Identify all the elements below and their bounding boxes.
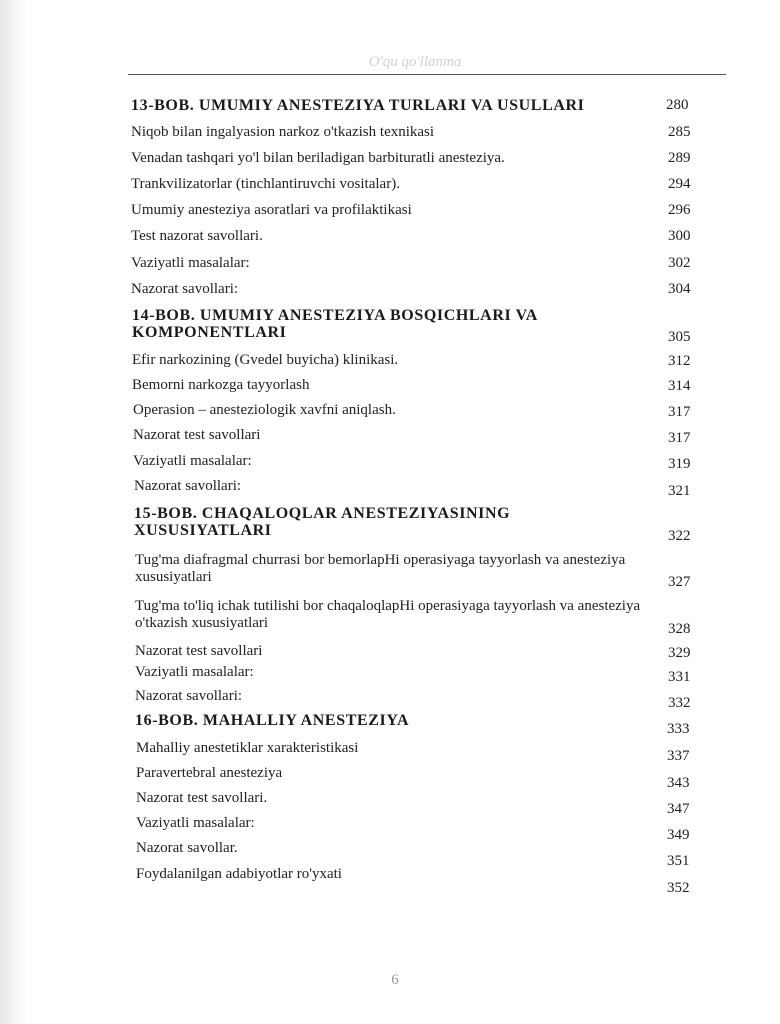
toc-entry-title: Niqob bilan ingalyasion narkoz o'tkazish texnikasi [131, 124, 435, 140]
toc-entry-title: Tug'ma diafragmal churrasi bor bemorlapHi operasiyaga tayyorlash va anesteziya xususiyatlari [135, 552, 626, 585]
toc-entry-title: 13-BOB. UMUMIY ANESTEZIYA TURLARI VA USULLARI [131, 97, 585, 114]
toc-entry-title: 15-BOB. CHAQALOQLAR ANESTEZIYASINING XUSUSIYATLARI [134, 505, 511, 539]
toc-entry-title: Nazorat test savollari [135, 643, 263, 659]
toc-entry-page: 337 [667, 748, 690, 764]
toc-entry-title: 16-BOB. MAHALLIY ANESTEZIYA [135, 712, 410, 729]
toc-entry-page: 304 [668, 281, 691, 297]
toc-entry-title: Nazorat savollari: [134, 478, 242, 494]
toc-entry-page: 327 [668, 574, 691, 590]
toc-entry-title: Vaziyatli masalalar: [131, 255, 250, 271]
toc-entry-title: Tug'ma to'liq ichak tutilishi bor chaqaloqlapHi operasiyaga tayyorlash va anesteziya o'tkazish xususiyatlari [135, 598, 641, 631]
toc-entry-page: 302 [668, 255, 691, 271]
toc-entry-page: 300 [668, 228, 691, 244]
toc-entry-page: 333 [667, 721, 690, 737]
toc-entry-page: 329 [668, 645, 691, 661]
toc-entry-title: Vaziyatli masalalar: [133, 453, 252, 469]
toc-entry-page: 285 [668, 124, 691, 140]
toc-entry-title: Vaziyatli masalalar: [135, 664, 254, 680]
toc-entry-title: Paravertebral anesteziya [136, 765, 283, 781]
toc-entry-page: 305 [668, 329, 691, 345]
toc-entry-title: Efir narkozining (Gvedel buyicha) klinikasi. [132, 352, 399, 368]
toc-entry-page: 322 [668, 528, 691, 544]
toc-entry-title: Foydalanilgan adabiyotlar ro'yxati [136, 866, 342, 882]
toc-entry-title: 14-BOB. UMUMIY ANESTEZIYA BOSQICHLARI VA KOMPONENTLARI [132, 307, 537, 341]
toc-entry-title: Bemorni narkozga tayyorlash [132, 377, 310, 393]
toc-entry-title: Nazorat savollar. [136, 840, 238, 856]
toc-entry-page: 280 [666, 97, 689, 113]
toc-entry-page: 294 [668, 176, 691, 192]
toc-entry-page: 351 [667, 853, 690, 869]
toc-entry-title: Nazorat savollari: [135, 688, 243, 704]
page-number: 6 [391, 972, 399, 988]
toc-entry-title: Umumiy anesteziya asoratlari va profilaktikasi [131, 202, 412, 218]
toc-entry-page: 332 [668, 695, 691, 711]
toc-entry-title: Mahalliy anestetiklar xarakteristikasi [136, 740, 359, 756]
toc-entry-page: 317 [668, 404, 691, 420]
toc-entry-title: Vaziyatli masalalar: [136, 815, 255, 831]
toc-entry-title: Nazorat test savollari. [136, 790, 268, 806]
toc-entry-page: 296 [668, 202, 691, 218]
toc-entry-title: Test nazorat savollari. [131, 228, 263, 244]
toc-entry-page: 317 [668, 430, 691, 446]
toc-entry-title: Nazorat test savollari [133, 427, 261, 443]
toc-entry-page: 347 [667, 801, 690, 817]
toc-entry-page: 319 [668, 456, 691, 472]
toc-entry-page: 349 [667, 827, 690, 843]
toc-entry-page: 321 [668, 483, 691, 499]
running-header: O'qu qo'llanma [368, 54, 462, 70]
toc-entry-title: Venadan tashqari yo'l bilan beriladigan barbituratli anesteziya. [131, 150, 505, 166]
toc-entry-page: 328 [668, 621, 691, 637]
toc-entry-title: Trankvilizatorlar (tinchlantiruvchi vositalar). [131, 176, 400, 192]
toc-entry-title: Nazorat savollari: [131, 281, 239, 297]
toc-entry-page: 312 [668, 353, 691, 369]
toc-entry-page: 289 [668, 150, 691, 166]
toc-entry-page: 314 [668, 378, 691, 394]
toc-entry-page: 331 [668, 669, 691, 685]
toc-entry-page: 352 [667, 880, 690, 896]
toc-entry-page: 343 [667, 775, 690, 791]
toc-entry-title: Operasion – anesteziologik xavfni aniqlash. [133, 402, 396, 418]
